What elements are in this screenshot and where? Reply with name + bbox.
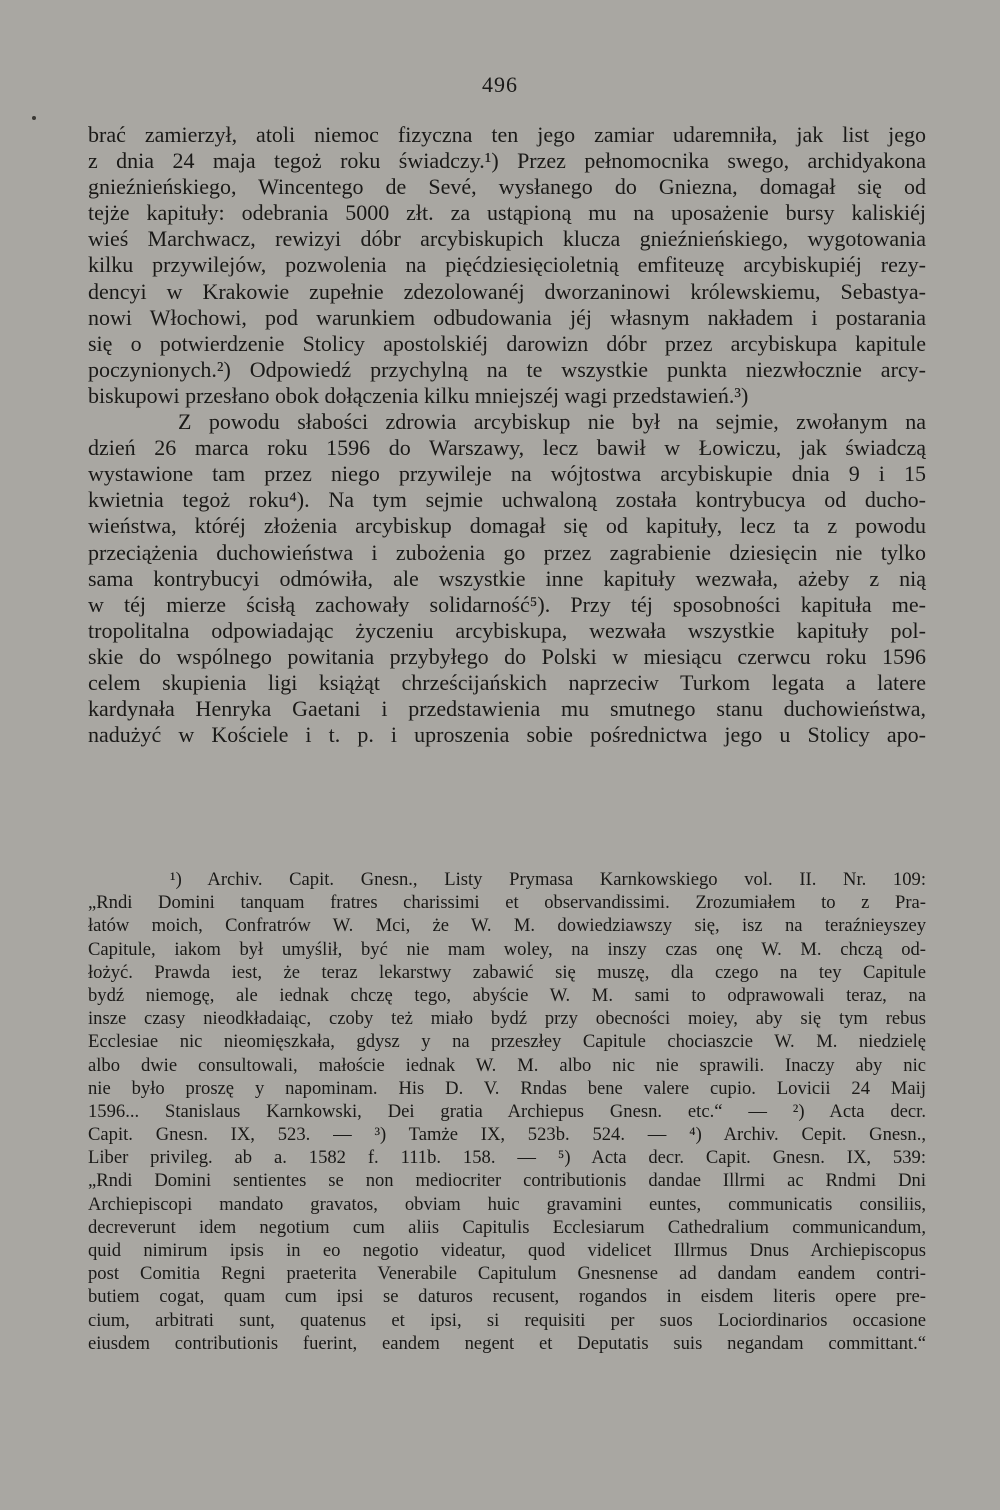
text-line: Z powodu słabości zdrowia arcybiskup nie był na sejmie, zwołanym na: [178, 409, 926, 435]
footnote-line: „Rndi Domini tanquam fratres charissimi et observandissimi. Zrozumiałem to z Pra-: [88, 892, 926, 914]
footnote-line: quid nimirum ipsis in eo negotio videatur, quod videlicet Illrmus Dnus Archiepiscopus: [88, 1240, 926, 1261]
text-line: brać zamierzył, atoli niemoc fizyczna ten jego zamiar udaremniła, jak list jego: [88, 122, 926, 147]
footnote-line: Liber privileg. ab a. 1582 f. 111b. 158. — ⁵) Acta decr. Capit. Gnesn. IX, 539:: [88, 1147, 926, 1169]
footnote-line: eiusdem contributionis fuerint, eandem negent et Deputatis suis negandam committant.“: [88, 1332, 926, 1354]
text-line: w téj mierze ścisłą zachowały solidarność⁵). Przy téj sposobności kapituła me-: [88, 591, 926, 617]
text-line: celem skupienia ligi książąt chrześcijańskich naprzeciw Turkom legata a latere: [88, 669, 926, 695]
main-text: [88, 122, 926, 748]
text-line: kardynała Henryka Gaetani i przedstawienia mu smutnego stanu duchowieństwa,: [88, 696, 926, 722]
footnote-line: cium, arbitrati sunt, quatenus et ipsi, si requisiti per suos Lociordinarios occasione: [88, 1309, 926, 1331]
footnote-line: „Rndi Domini sentientes se non mediocriter contributionis dandae Illrmi ac Rndmi Dni: [88, 1170, 926, 1192]
text-line: poczynionych.²) Odpowiedź przychylną na te wszystkie punkta niezwłocznie arcy-: [88, 356, 926, 382]
text-line: kwietnia tegoż roku⁴). Na tym sejmie uchwaloną została kontrybucya od ducho-: [88, 487, 926, 513]
text-line: wieństwa, któréj złożenia arcybiskup domagał się od kapituły, lecz ta z powodu: [88, 513, 926, 539]
text-line: nowi Włochowi, pod warunkiem odbudowania jéj własnym nakładem i postarania: [88, 304, 926, 330]
footnote-line: 1596... Stanislaus Karnkowski, Dei gratia Archiepus Gnesn. etc.“ — ²) Acta decr.: [88, 1100, 926, 1122]
footnote-line: Archiepiscopi mandato gravatos, obviam huic gravamini euntes, communicatis consiliis,: [88, 1193, 926, 1215]
text-line: dencyi w Krakowie zupełnie zdezolowanéj dworzaninowi królewskiemu, Sebastya-: [88, 278, 926, 304]
footnote-line: nie było proszę y napominam. His D. V. Rndas bene valere cupio. Lovicii 24 Maij: [88, 1077, 926, 1099]
footnote-line: Ecclesiae nic nieomięszkała, gdysz y na przeszłey Capitule chociaszcie W. M. niedzielę: [88, 1031, 926, 1053]
footnote-line: decreverunt idem negotium cum aliis Capitulis Ecclesiarum Cathedralium communicandum,: [88, 1216, 926, 1238]
page-number: 496: [482, 72, 518, 97]
text-line: wieś Marchwacz, rewizyi dóbr arcybiskupich klucza gnieźnieńskiego, wygotowania: [88, 226, 926, 252]
footnote-line: butiem cogat, quam cum ipsi se daturos recusent, rogandos in eisdem literis opere pre-: [88, 1286, 926, 1308]
text-line: gnieźnieńskiego, Wincentego de Sevé, wysłanego do Gniezna, domagał się od: [88, 174, 926, 200]
footnote-line: łatów moich, Confratrów W. Mci, że W. M. dowiedziawszy się, isz na teraźnieyszey: [88, 915, 926, 937]
text-line: tropolitalna odpowiadając życzeniu arcybiskupa, wezwała wszystkie kapituły pol-: [88, 617, 926, 643]
text-line: biskupowi przesłano obok dołączenia kilku mniejszéj wagi przedstawień.³): [88, 382, 749, 408]
footnote-line: insze czasy nieodkładaiąc, czoby też miało bydź przy obecności moiey, aby się tym rebus: [88, 1008, 926, 1030]
text-line: z dnia 24 maja tegoż roku świadczy.¹) Przez pełnomocnika swego, archidyakona: [88, 148, 926, 174]
footnote-line: łożyć. Prawda iest, że teraz lekarstwy zabawić się muszę, dla czego na tey Capitule: [88, 961, 926, 983]
text-line: dzień 26 marca roku 1596 do Warszawy, lecz bawił w Łowiczu, jak świadczą: [88, 435, 926, 461]
footnote-line: post Comitia Regni praeterita Venerabile Capitulum Gnesnense ad dandam eandem contri-: [88, 1263, 926, 1285]
text-line: tejże kapituły: odebrania 5000 złt. za ustąpioną mu na uposażenie bursy kaliskiéj: [88, 200, 926, 226]
text-line: się o potwierdzenie Stolicy apostolskiéj darowizn dóbr przez arcybiskupa kapitule: [88, 330, 926, 356]
text-line: wystawione tam przez niego przywileje na wójtostwa arcybiskupie dnia 9 i 15: [88, 461, 926, 487]
footnote-line: albo dwie consultowali, małoście iednak W. M. albo nic nie sprawili. Inaczy aby nic: [88, 1054, 926, 1076]
text-line: skie do wspólnego powitania przybyłego do Polski w miesiącu czerwcu roku 1596: [88, 643, 926, 669]
footnote-line: Capitule, iakom był umyślił, być nie mam woley, na inszy czas onę W. M. chczą od-: [88, 938, 926, 960]
footnote-line: Capit. Gnesn. IX, 523. — ³) Tamże IX, 523b. 524. — ⁴) Archiv. Cepit. Gnesn.,: [88, 1124, 926, 1146]
text-line: kilku przywilejów, pozwolenia na pięćdziesięcioletnią emfiteuzę arcybiskupiéj rezy-: [88, 252, 926, 278]
footnote-line: ¹) Archiv. Capit. Gnesn., Listy Prymasa Karnkowskiego vol. II. Nr. 109:: [170, 869, 926, 890]
text-line: nadużyć w Kościele i t. p. i uproszenia sobie pośrednictwa jego u Stolicy apo-: [88, 722, 926, 748]
text-line: przeciążenia duchowieństwa i zubożenia go przez zagrabienie dziesięcin nie tylko: [88, 539, 926, 565]
text-line: sama kontrybucyi odmówiła, ale wszystkie inne kapituły wezwała, ażeby z nią: [88, 565, 926, 591]
footnote-line: bydź niemogę, ale iednak chczę tego, abyście W. M. sami to odprawowali teraz, na: [88, 984, 926, 1006]
footnotes: [88, 868, 926, 1355]
stray-ink-dot: [32, 116, 36, 120]
